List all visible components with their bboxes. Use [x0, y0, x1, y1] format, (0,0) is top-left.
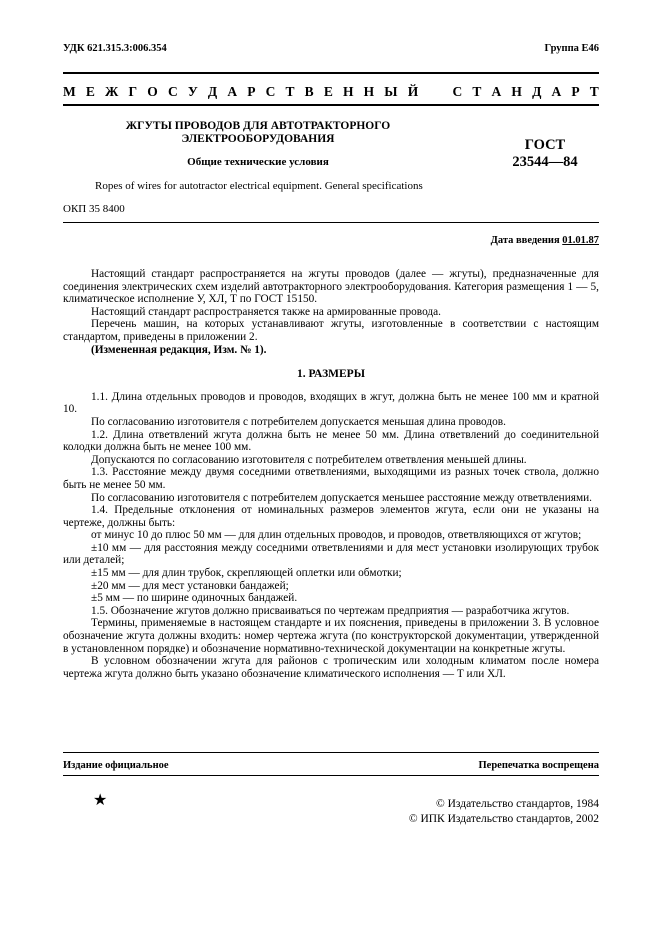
banner-letter: Т: [589, 84, 599, 99]
banner-letter: Р: [571, 84, 580, 99]
english-title: Ropes of wires for autotractor electrical equipment. General specifications: [95, 180, 423, 192]
paragraph: Настоящий стандарт распространяется на жгуты проводов (далее — жгуты), предназначенные для соединения электрических схем изделий автотракторного электрооборудования. Категория размещения 1 — 5, климатическое исполнение У, ХЛ, Т по ГОСТ 15150.: [63, 268, 599, 306]
okp-code: ОКП 35 8400: [63, 203, 125, 215]
banner-letter: С: [452, 84, 463, 99]
banner-letter: Н: [363, 84, 375, 99]
title-rule: [63, 222, 599, 223]
banner-letter: А: [551, 84, 562, 99]
footer-rule-bottom: [63, 775, 599, 776]
paragraph: 1.1. Длина отдельных проводов и проводов, входящих в жгут, должна быть не менее 100 мм и кратной 10.: [63, 390, 599, 416]
banner-letter: Ы: [384, 84, 398, 99]
official-edition: Издание официальное: [63, 760, 169, 771]
document-body: [63, 268, 599, 680]
paragraph: Перечень машин, на которых устанавливают жгуты, изготовленные в соответствии с настоящим стандартом, приведены в приложении 2.: [63, 318, 599, 343]
date-value: 01.01.87: [562, 235, 599, 246]
banner-letter: О: [147, 84, 158, 99]
banner-letter: Ж: [105, 84, 119, 99]
section-heading: 1. РАЗМЕРЫ: [297, 368, 365, 381]
footer-rule: [63, 752, 599, 753]
document-title: [63, 120, 453, 146]
title-line-1: ЖГУТЫ ПРОВОДОВ ДЛЯ АВТОТРАКТОРНОГО: [125, 120, 391, 132]
banner-letter: Н: [342, 84, 354, 99]
banner-letter: Д: [207, 84, 218, 99]
banner-letter: А: [491, 84, 502, 99]
standard-banner: [63, 84, 599, 100]
paragraph: Термины, применяемые в настоящем стандарте и их пояснения, приведены в приложении 3. В условное обозначение жгута должны входить: номер чертежа жгута (по конструкторской документации, утвержденной в установленном порядке) и обозначение нормативно-технической документации на конкретные жгуты.: [63, 617, 599, 655]
banner-letter: У: [187, 84, 198, 99]
amendment-note: (Измененная редакция, Изм. № 1).: [91, 343, 267, 356]
date-label: Дата введения: [490, 235, 560, 246]
reprint-notice: Перепечатка воспрещена: [478, 760, 599, 771]
banner-letter: Н: [511, 84, 522, 99]
paragraph: Допускаются по согласованию изготовителя с потребителем ответвления меньшей длины.: [91, 453, 527, 466]
copyright-2: © ИПК Издательство стандартов, 2002: [408, 813, 599, 825]
title-line-2: ЭЛЕКТРООБОРУДОВАНИЯ: [181, 133, 335, 145]
paragraph: 1.4. Предельные отклонения от номинальных размеров элементов жгута, если они не указаны на чертеже, должны быть:: [63, 504, 599, 529]
udk-code: УДК 621.315.3:006.354: [63, 43, 167, 54]
banner-letter: Г: [128, 84, 138, 99]
banner-letter: Й: [407, 84, 419, 99]
introduction-date: [400, 235, 599, 246]
banner-letter: Р: [247, 84, 256, 99]
gost-designation: [490, 137, 600, 171]
paragraph: По согласованию изготовителя с потребителем допускается меньшая длина проводов.: [91, 415, 506, 428]
banner-letter: С: [265, 84, 276, 99]
paragraph: В условном обозначении жгута для районов с тропическим или холодным климатом после номера чертежа жгута должно быть указано обозначение климатического исполнения — Т или ХЛ.: [63, 655, 599, 680]
banner-letter: Е: [85, 84, 95, 99]
top-rule: [63, 72, 599, 74]
banner-rule: [63, 104, 599, 106]
paragraph: 1.3. Расстояние между двумя соседними ответвлениями, выходящими из разных точек ствола, должно быть не менее 50 мм.: [63, 466, 599, 491]
banner-letter: В: [304, 84, 314, 99]
paragraph: По согласованию изготовителя с потребителем допускается меньшее расстояние между ответвлениями.: [91, 491, 592, 504]
paragraph: ±20 мм — для мест установки бандажей;: [91, 579, 289, 592]
star-icon: ★: [93, 792, 108, 809]
banner-letter: М: [63, 84, 76, 99]
banner-letter: А: [227, 84, 238, 99]
document-subtitle: Общие технические условия: [187, 156, 329, 168]
gost-number: 23544—84: [512, 154, 578, 170]
paragraph: 1.2. Длина ответвлений жгута должна быть не менее 50 мм. Длина ответвлений до соединительной колодки должна быть не менее 100 мм.: [63, 428, 599, 454]
group-code: Группа Е46: [544, 43, 599, 54]
banner-letter: Т: [285, 84, 295, 99]
copyright-1: © Издательство стандартов, 1984: [435, 798, 599, 810]
paragraph: Настоящий стандарт распространяется также на армированные провода.: [91, 305, 441, 318]
paragraph: от минус 10 до плюс 50 мм — для длин отдельных проводов, и проводов, ответвляющихся от жгутов;: [91, 529, 582, 542]
gost-label: ГОСТ: [524, 137, 566, 153]
banner-letter: Д: [532, 84, 542, 99]
paragraph: ±5 мм — по ширине одиночных бандажей.: [91, 592, 298, 605]
paragraph: ±10 мм — для расстояния между соседними ответвлениями и для мест установки изолирующих трубок или деталей;: [63, 541, 599, 567]
paragraph: 1.5. Обозначение жгутов должно присваиваться по чертежам предприятия — разработчика жгутов.: [91, 604, 570, 617]
banner-letter: С: [167, 84, 178, 99]
banner-letter: Е: [323, 84, 333, 99]
paragraph: ±15 мм — для длин трубок, скрепляющей оплетки или обмотки;: [91, 567, 402, 580]
banner-letter: Т: [472, 84, 482, 99]
